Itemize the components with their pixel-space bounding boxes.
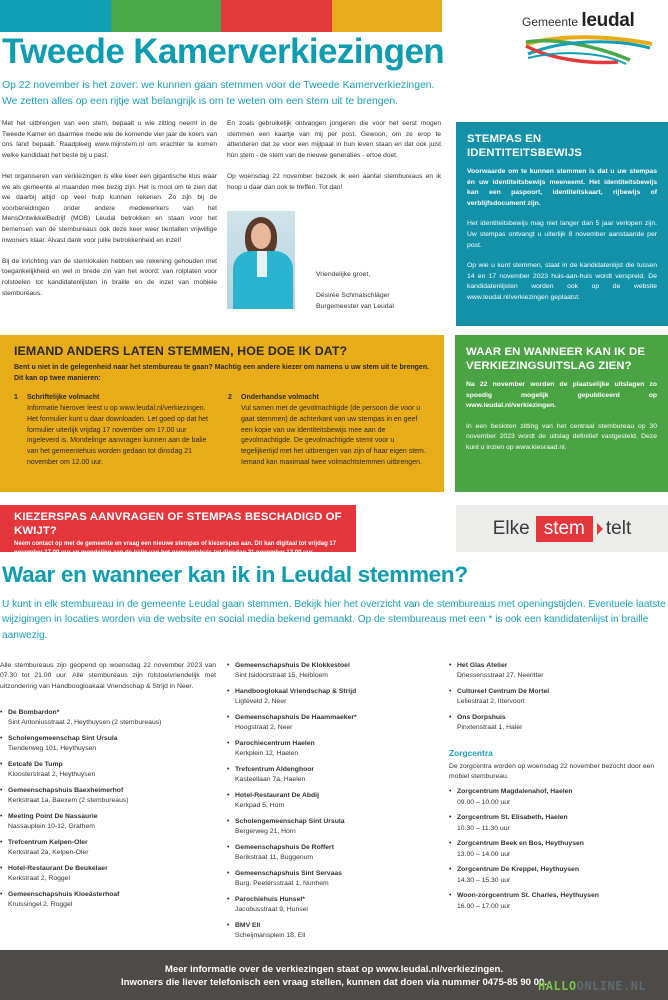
watermark-suffix: ONLINE.NL [576, 979, 647, 993]
list-item [227, 895, 437, 916]
list-item [0, 734, 216, 755]
locations-title: Waar en wanneer kan ik in Leudal stemmen? [2, 562, 468, 587]
location-address: Hoogstraat 2, Neer [235, 724, 293, 732]
uitslag-paragraph: Na 22 november worden de plaatselijke uitslagen zo spoedig mogelijk gepubliceerd op www.leudal.nl/verkiezingen. [466, 381, 657, 410]
location-name: • Scholengemeenschap Sint Ursula [235, 817, 345, 825]
volmacht-title: IEMAND ANDERS LATEN STEMMEN, HOE DOE IK DAT? [14, 344, 348, 358]
list-item [227, 739, 437, 760]
location-name: • Hotel-Restaurant De Beukelaer [8, 864, 108, 872]
logo-name: leudal [581, 10, 635, 31]
list-item [227, 869, 437, 890]
list-item [449, 787, 664, 808]
zorgcentra-list [449, 787, 664, 912]
location-address: Kerkpad 5, Horn [235, 802, 285, 810]
slogan-highlight: stem [536, 516, 593, 542]
letter-paragraph: Met het uitbrengen van een stem, bepaalt u wie zitting neemt in de Tweede Kamer en daarmee mede wie de komende vier jaar de koers van ons land bepaalt. Raadpleeg www.mijnstem.nl om erachter te komen welke kandidaat het beste bij u past. [2, 120, 217, 159]
list-item [227, 765, 437, 786]
location-name: • Handbooglokaal Vriendschap & Strijd [235, 687, 357, 695]
location-address: Pinxtenstraat 1, Haler [457, 724, 523, 732]
location-name: • Gemeenschapshuis De Roffert [235, 843, 334, 851]
location-name: • Trefcentrum Aldenghoor [235, 765, 315, 773]
letter-column-1 [2, 119, 217, 310]
polling-station-list [0, 708, 216, 910]
list-item [0, 708, 216, 729]
letter-paragraph: Bij de inrichting van de stemlokalen hebben we rekening gehouden met toegankelijkheid en wel in brede zin van het woord: van rolplaten voor rolstoelen tot kandidatenlijsten in braille en de inzet van mobiele stembureaus. [2, 257, 217, 297]
locations-column-2 [227, 661, 437, 947]
location-address: Sint Isidoorstraat 15, Heibloem [235, 672, 328, 680]
list-item [0, 890, 216, 911]
locations-column-3 [449, 661, 664, 917]
list-item [0, 760, 216, 781]
elke-stem-telt-slogan [456, 505, 668, 552]
location-address: Kerkstraat 1a, Baexem (2 stembureaus) [8, 797, 129, 805]
list-item [449, 865, 664, 886]
location-address: Kasteellaan 7a, Haelen [235, 776, 306, 784]
locations-column-1 [0, 661, 216, 916]
polling-station-list [449, 661, 664, 734]
footer-line-2: Inwoners die liever telefonisch een vraag stellen, kunnen dat doen via nummer 0475-85 90 00. [120, 977, 548, 988]
volmacht-option [228, 393, 430, 469]
location-name: • Ons Dorpshuis [457, 713, 506, 721]
mayor-portrait [227, 211, 295, 309]
location-address: Kerkstraat 2, Roggel [8, 875, 70, 883]
arrow-right-icon [597, 523, 603, 535]
kiezerspas-title: KIEZERSPAS AANVRAGEN OF STEMPAS BESCHADIGD OF KWIJT? [14, 511, 342, 537]
zorgcentra-note: De zorgcentra worden op woensdag 22 november bezocht door een mobiel stembureau. [449, 762, 655, 781]
volmacht-box [0, 335, 444, 492]
location-address: 14.30 – 15.30 uur [457, 876, 511, 884]
kiezerspas-text: Neem contact op met de gemeente en vraag een nieuwe stempas of kiezerspas aan. Dit kan digitaal tot vrijdag 17 november 17.00 uur en mondeling aan de balie van het gemeentehuis tot dinsdag 21 november 12.00 uur. [14, 541, 337, 556]
color-stripe [0, 0, 442, 32]
location-name: • Zorgcentrum Magdalenahof, Haelen [457, 788, 573, 796]
location-address: Scheijmansplein 18, Ell [235, 932, 306, 940]
location-name: • Trefcentrum Kelpen-Oler [8, 838, 88, 846]
list-item [0, 864, 216, 885]
option-title: Onderhandse volmacht [241, 394, 319, 402]
uitslag-box [455, 335, 668, 492]
location-address: Bergerweg 21, Horn [235, 828, 296, 836]
list-item [449, 813, 664, 834]
location-address: 10.30 – 11.30 uur [457, 824, 510, 832]
stempas-paragraph: Op wie u kunt stemmen, staat in de kandidatenlijst die tussen 14 en 17 november 2023 huis-aan-huis wordt verspreid. De kandidatenlijsten worden ook op de website www.leudal.nl/verkiezingen geplaatst. [467, 262, 657, 301]
stripe-teal [0, 0, 111, 32]
signoff [316, 270, 394, 312]
volmacht-option [14, 393, 216, 469]
location-address: Tienderweg 101, Heythuysen [8, 745, 97, 753]
location-name: • Parochiehuis Hunsel* [235, 895, 305, 903]
location-name: • Hotel-Restaurant De Abdij [235, 791, 319, 799]
watermark-brand: HALLO [538, 979, 577, 993]
list-item [227, 791, 437, 812]
location-address: Nassauplein 10-12, Grathem [8, 823, 95, 831]
logo-wordmark [522, 10, 657, 32]
letter-paragraph: Op woensdag 22 november bezoek ik een aantal stembureaus en ik hoop u daar dan ook te treffen. Tot dan! [227, 172, 441, 191]
option-number: 2 [228, 394, 232, 402]
watermark [538, 979, 646, 993]
location-address: Driessensstraat 27, Neeritter [457, 672, 544, 680]
uitslag-paragraph: In een besloten zitting van het centraal stembureau op 30 november 2023 wordt de uitslag definitief vastgesteld. Deze kunt u inzien op www.kiesraad.nl. [466, 422, 657, 451]
location-name: • BMV Ell [235, 921, 261, 929]
location-address: Kerkstraat 2a, Kelpen-Oler [8, 849, 89, 857]
location-address: Sint Antoniusstraat 2, Heythuysen (2 stembureaus) [8, 719, 162, 727]
option-text: Vul samen met de gevolmachtigde (de persoon die voor u gaat stemmen) de achterkant van uw stempas in en geef een kopie van uw identiteitsbewijs mee aan de gevolmachtigde. De gevolmachtigde stemt voor u tegelijkertijd met het uitbrengen van zijn of haar eigen stem. Iemand kan maximaal twee volmachtstemmen uitbrengen. [241, 404, 426, 466]
list-item [227, 843, 437, 864]
location-name: • Scholengemeenschap Sint Ursula [8, 734, 118, 742]
option-text: Informatie hierover leest u op www.leudal.nl/verkiezingen. Het formulier kunt u daar downloaden. Let goed op dat het formulier uiterlijk vrijdag 17 november om 17.00 uur ingeleverd is. Mondelinge aanvragen kunnen aan de balie van het gemeentehuis worden gedaan tot dinsdag 21 november om 12.00 uur. [27, 404, 208, 466]
gemeente-leudal-logo [522, 10, 657, 68]
list-item [0, 786, 216, 807]
zorgcentra-title: Zorgcentra [449, 747, 493, 758]
signer-role: Burgemeester van Leudal [316, 302, 394, 310]
location-name: • Meeting Point De Nassaurie [8, 812, 98, 820]
stempas-paragraph: Het identiteitsbewijs mag niet langer dan 5 jaar verlopen zijn. Uw stempas ontvangt u uiterlijk 8 november aanstaande per post. [467, 220, 657, 249]
volmacht-lead: Bent u niet in de gelegenheid naar het stembureau te gaan? Machtig een andere kiezer om namens u uw stem uit te brengen. Dit kan op twee manieren: [14, 364, 430, 382]
location-address: Ligteveld 2, Neer [235, 698, 287, 706]
greeting: Vriendelijke groet, [316, 271, 371, 278]
slogan-post: telt [605, 517, 632, 539]
location-address: Kerkplein 12, Haelen [235, 750, 299, 758]
location-name: • Zorgcentrum De Kreppel, Heythuysen [457, 866, 579, 874]
location-name: • Cultureel Centrum De Mortel [457, 687, 550, 695]
option-title: Schriftelijke volmacht [27, 394, 100, 402]
stripe-red [221, 0, 332, 32]
kiezerspas-box [0, 505, 356, 556]
option-number: 1 [14, 394, 18, 402]
letter-paragraph: Het organiseren van verkiezingen is elke keer een gigantische klus waar we als gemeente al maanden mee bezig zijn. Het is mooi om te zien dat we daarbij altijd op veel hulp kunnen rekenen. Zo zijn bij de voorbereidingen onder andere medewerkers van het MensOntwikkelBedrijf (MOB) Leudal betrokken en staan voor het bemensen van de stembureaus ook deze keer weer tientallen vrijwillige inwoners klaar. Alvast dank voor jullie betrokkenheid en inzet! [2, 172, 217, 244]
list-item [0, 812, 216, 833]
list-item [227, 661, 437, 682]
location-name: • Zorgcentrum St. Elisabeth, Haelen [457, 814, 568, 822]
locations-intro: U kunt in elk stembureau in de gemeente Leudal gaan stemmen. Bekijk hier het overzicht van de stembureaus met openingstijden. Eventuele laatste wijzigingen in locaties worden via de website en social media bekend gemaakt. Op de stembureaus met een * is ook een kandidatenlijst in braille aanwezig. [2, 599, 666, 641]
location-address: Jacobusstraat 9, Hunsel [235, 906, 308, 914]
location-name: • Het Glas Atelier [457, 662, 508, 669]
opening-hours-note: Alle stembureaus zijn geopend op woensdag 22 november 2023 van 07.30 tot 21.00 uur. Alle stembureaus zijn rolstoelvriendelijk met uitzondering van Handboogloakaal Vriendschap & Strijd in Neer. [0, 662, 216, 690]
logo-prefix: Gemeente [522, 15, 579, 29]
letter-column-2 [227, 119, 441, 204]
location-name: • Parochiecentrum Haelen [235, 739, 315, 747]
location-name: • Gemeenschapshuis Baexheimerhof [8, 786, 124, 794]
list-item [227, 713, 437, 734]
location-name: • Zorgcentrum Beek en Bos, Heythuysen [457, 840, 584, 848]
stempas-title: STEMPAS EN IDENTITEITSBEWIJS [467, 133, 582, 159]
list-item [449, 839, 664, 860]
polling-station-list [227, 661, 437, 941]
stripe-green [111, 0, 222, 32]
location-name: • De Bombardon* [8, 708, 60, 716]
list-item [449, 661, 664, 682]
location-name: • Gemeenschapshuis Sint Servaas [235, 869, 342, 877]
list-item [449, 687, 664, 708]
location-name: • Gemeenschapshuis De Klokkestoel [235, 662, 350, 669]
location-address: 16.00 – 17.00 uur [457, 902, 511, 910]
signer-name: Désirée Schmalschläger [316, 292, 390, 300]
location-address: Leliestraat 2, Ittervoort [457, 698, 525, 706]
location-address: Burg. Peetersstraat 1, Nunhem [235, 880, 329, 888]
list-item [227, 921, 437, 942]
stempas-box [456, 122, 668, 326]
logo-swoosh-icon [522, 34, 657, 68]
location-name: • Gemeenschapshuis De Haammaeker* [235, 713, 357, 721]
list-item [449, 713, 664, 734]
location-name: • Eetcafé De Tump [8, 760, 63, 768]
list-item [227, 687, 437, 708]
location-name: • Gemeenschapshuis Kloeästerhoaf [8, 890, 120, 898]
location-address: 09.00 – 10.00 uur [457, 798, 511, 806]
location-address: Berikstraat 11, Buggenum [235, 854, 314, 862]
location-address: 13.00 – 14.00 uur [457, 850, 511, 858]
letter-paragraph: En zoals gebruikelijk ontvangen jongeren die voor het eerst mogen stemmen een kaartje van mij per post. Gewoon, om ze erop te attenderen dat ze voor een mijlpaal in hun leven staan en dat ook juist hún stem - de stem van de nieuwe generaties - ertoe doet. [227, 120, 441, 159]
stripe-yellow [332, 0, 443, 32]
location-name: • Woon-zorgcentrum St. Charles, Heythuysen [457, 892, 599, 900]
list-item [449, 891, 664, 912]
page-title: Tweede Kamerverkiezingen [2, 32, 445, 71]
location-address: Kloosterstraat 2, Heythuysen [8, 771, 96, 779]
uitslag-title: WAAR EN WANNEER KAN IK DE VERKIEZINGSUITSLAG ZIEN? [466, 346, 646, 372]
slogan-pre: Elke [492, 517, 530, 539]
intro-text: Op 22 november is het zover: we kunnen gaan stemmen voor de Tweede Kamerverkiezingen. We zetten alles op een rijtje wat belangrijk is om te weten om een stem uit te brengen. [2, 80, 435, 107]
stempas-paragraph: Voorwaarde om te kunnen stemmen is dat u uw stempas én uw identiteitsbewijs meeneemt. Het identiteitsbewijs kan een paspoort, identiteitskaart, rijbewijs of verblijfsdocument zijn. [467, 168, 657, 207]
location-address: Kruissingel 2, Roggel [8, 901, 73, 909]
footer-line-1: Meer informatie over de verkiezingen staat op www.leudal.nl/verkiezingen. [164, 964, 504, 975]
list-item [227, 817, 437, 838]
list-item [0, 838, 216, 859]
